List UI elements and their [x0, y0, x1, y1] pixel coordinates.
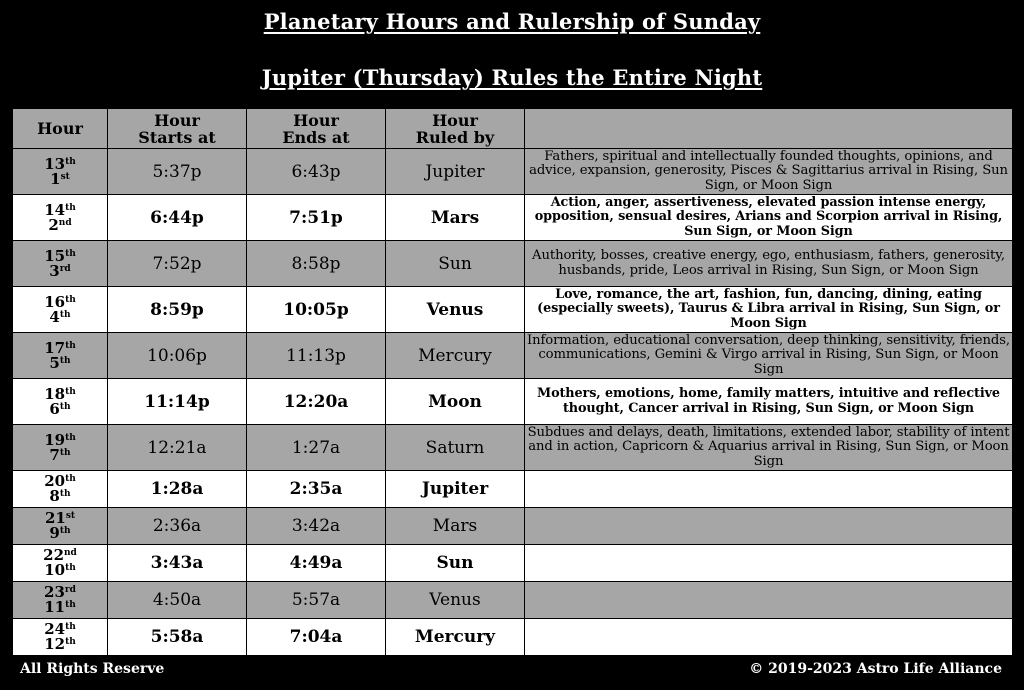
page-subtitle: Jupiter (Thursday) Rules the Entire Night	[261, 65, 763, 90]
start-time-cell: 7:52p	[108, 241, 247, 287]
header-ends-at: Hour Ends at	[247, 109, 386, 149]
ruling-planet-cell: Mercury	[386, 333, 525, 379]
hour-number-cell: 21st 9th	[13, 508, 108, 545]
end-time-cell: 6:43p	[247, 149, 386, 195]
hour-number-cell: 15th 3rd	[13, 241, 108, 287]
end-time-cell: 12:20a	[247, 379, 386, 425]
table-row	[13, 379, 1013, 425]
table-row	[13, 241, 1013, 287]
ruling-planet-cell: Jupiter	[386, 471, 525, 508]
page-title: Planetary Hours and Rulership of Sunday	[263, 9, 761, 34]
end-time-cell: 1:27a	[247, 425, 386, 471]
description-cell: Fathers, spiritual and intellectually founded thoughts, opinions, and advice, expansion, generosity, Pisces & Sagittarius arrival in Rising, Sun Sign, or Moon Sign	[525, 149, 1013, 195]
ruling-planet-cell: Mars	[386, 195, 525, 241]
start-time-cell: 6:44p	[108, 195, 247, 241]
start-time-cell: 3:43a	[108, 545, 247, 582]
table-row	[13, 619, 1013, 656]
description-cell	[525, 545, 1013, 582]
header-hour: Hour	[13, 109, 108, 149]
end-time-cell: 2:35a	[247, 471, 386, 508]
end-time-cell: 8:58p	[247, 241, 386, 287]
description-cell	[525, 582, 1013, 619]
start-time-cell: 1:28a	[108, 471, 247, 508]
hour-number-cell: 23rd 11th	[13, 582, 108, 619]
table-row	[13, 333, 1013, 379]
hour-number-cell: 19th 7th	[13, 425, 108, 471]
end-time-cell: 7:04a	[247, 619, 386, 656]
ruling-planet-cell: Sun	[386, 241, 525, 287]
start-time-cell: 8:59p	[108, 287, 247, 333]
start-time-cell: 11:14p	[108, 379, 247, 425]
hour-number-cell: 14th 2nd	[13, 195, 108, 241]
description-cell: Authority, bosses, creative energy, ego, enthusiasm, fathers, generosity, husbands, pride, Leos arrival in Rising, Sun Sign, or Moon Sign	[525, 241, 1013, 287]
description-cell	[525, 471, 1013, 508]
end-time-cell: 5:57a	[247, 582, 386, 619]
table-header-row	[13, 109, 1013, 149]
description-cell: Love, romance, the art, fashion, fun, dancing, dining, eating (especially sweets), Taurus & Libra arrival in Rising, Sun Sign, or Moon Sign	[525, 287, 1013, 333]
table-row	[13, 545, 1013, 582]
start-time-cell: 2:36a	[108, 508, 247, 545]
ruling-planet-cell: Moon	[386, 379, 525, 425]
footer-copyright: © 2019-2023 Astro Life Alliance	[749, 661, 1002, 677]
table-row	[13, 471, 1013, 508]
description-cell: Information, educational conversation, deep thinking, sensitivity, friends, communications, Gemini & Virgo arrival in Rising, Sun Sign, or Moon Sign	[525, 333, 1013, 379]
description-cell: Subdues and delays, death, limitations, extended labor, stability of intent and in action, Capricorn & Aquarius arrival in Rising, Sun Sign, or Moon Sign	[525, 425, 1013, 471]
header-description	[525, 109, 1013, 149]
table-row	[13, 425, 1013, 471]
planetary-hours-table	[12, 108, 1013, 656]
end-time-cell: 10:05p	[247, 287, 386, 333]
ruling-planet-cell: Saturn	[386, 425, 525, 471]
end-time-cell: 4:49a	[247, 545, 386, 582]
ruling-planet-cell: Mercury	[386, 619, 525, 656]
start-time-cell: 12:21a	[108, 425, 247, 471]
hour-number-cell: 20th 8th	[13, 471, 108, 508]
description-cell: Action, anger, assertiveness, elevated passion intense energy, opposition, sensual desires, Arians and Scorpion arrival in Rising, Sun Sign, or Moon Sign	[525, 195, 1013, 241]
hour-number-cell: 13th 1st	[13, 149, 108, 195]
description-cell: Mothers, emotions, home, family matters, intuitive and reflective thought, Cancer arrival in Rising, Sun Sign, or Moon Sign	[525, 379, 1013, 425]
header-starts-at: Hour Starts at	[108, 109, 247, 149]
ruling-planet-cell: Venus	[386, 582, 525, 619]
hour-number-cell: 17th 5th	[13, 333, 108, 379]
table-row	[13, 195, 1013, 241]
table-row	[13, 149, 1013, 195]
table-row	[13, 582, 1013, 619]
footer-rights: All Rights Reserve	[20, 661, 165, 677]
ruling-planet-cell: Jupiter	[386, 149, 525, 195]
end-time-cell: 7:51p	[247, 195, 386, 241]
ruling-planet-cell: Mars	[386, 508, 525, 545]
description-cell	[525, 508, 1013, 545]
hour-number-cell: 24th 12th	[13, 619, 108, 656]
table-row	[13, 287, 1013, 333]
start-time-cell: 5:37p	[108, 149, 247, 195]
end-time-cell: 3:42a	[247, 508, 386, 545]
header-ruled-by: Hour Ruled by	[386, 109, 525, 149]
hour-number-cell: 22nd 10th	[13, 545, 108, 582]
start-time-cell: 10:06p	[108, 333, 247, 379]
table-row	[13, 508, 1013, 545]
ruling-planet-cell: Venus	[386, 287, 525, 333]
end-time-cell: 11:13p	[247, 333, 386, 379]
start-time-cell: 4:50a	[108, 582, 247, 619]
hour-number-cell: 18th 6th	[13, 379, 108, 425]
description-cell	[525, 619, 1013, 656]
hour-number-cell: 16th 4th	[13, 287, 108, 333]
start-time-cell: 5:58a	[108, 619, 247, 656]
ruling-planet-cell: Sun	[386, 545, 525, 582]
